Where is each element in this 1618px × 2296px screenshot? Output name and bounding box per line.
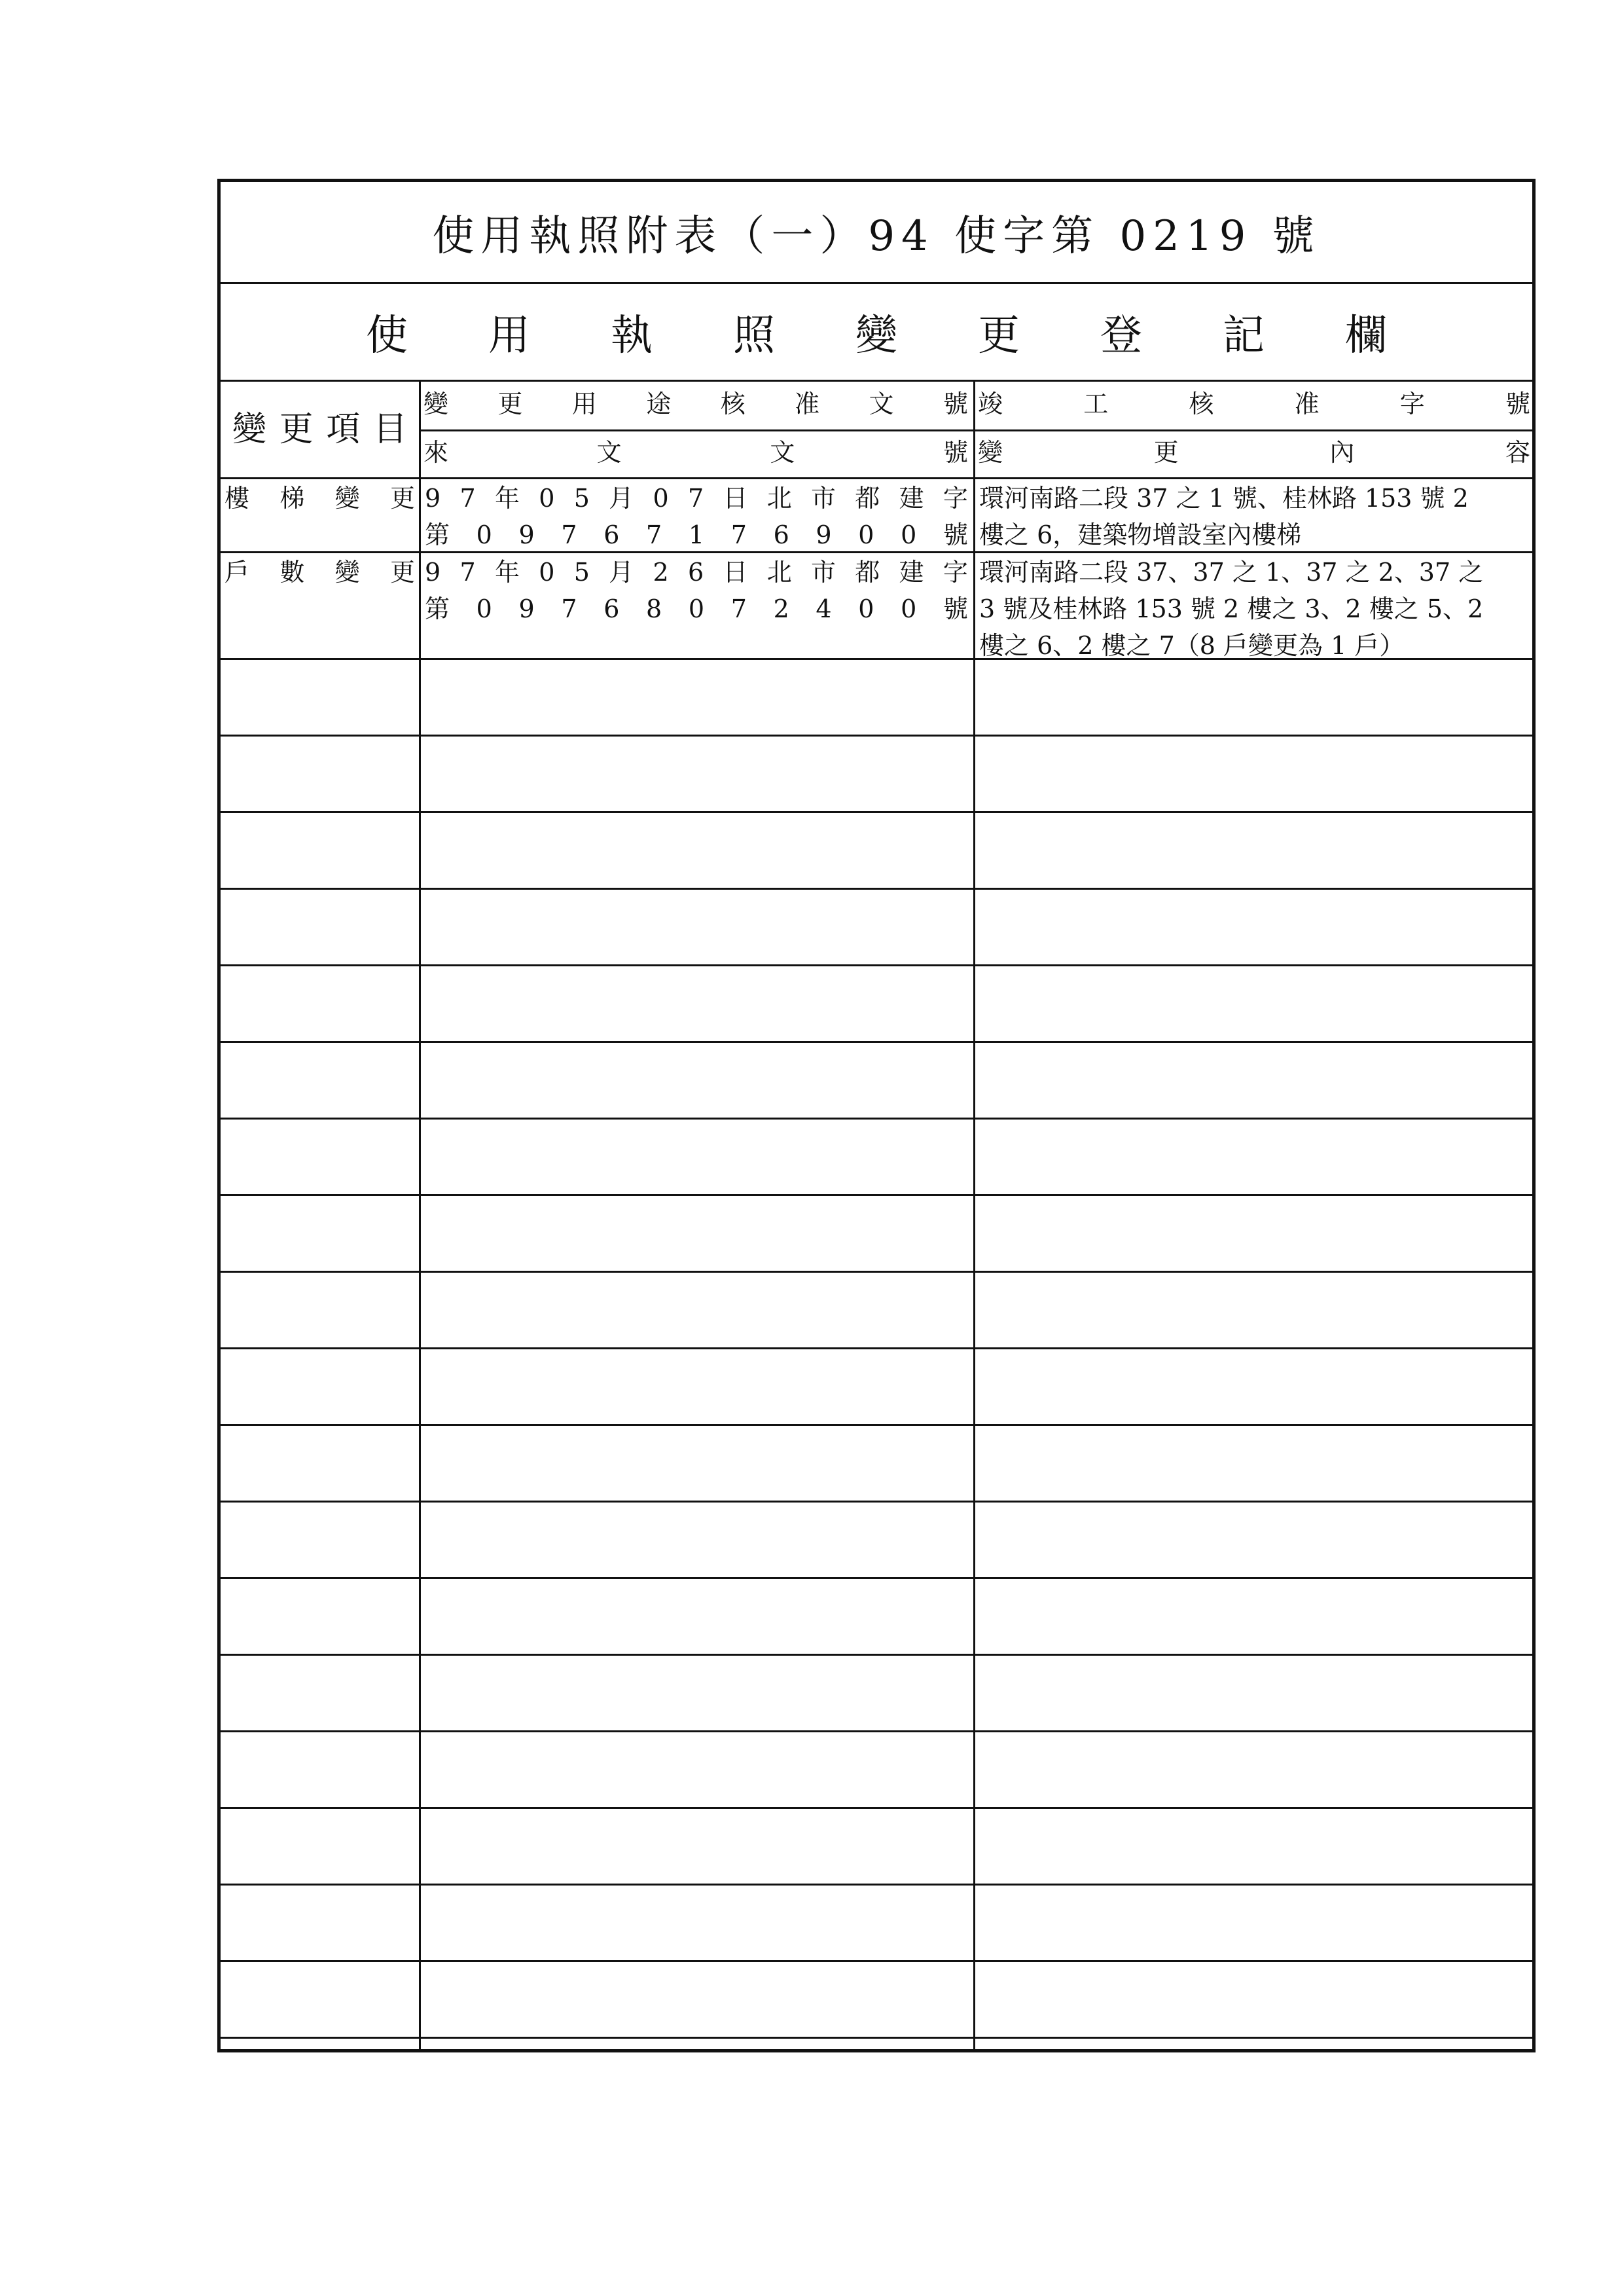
row-doc-char: 7 — [730, 594, 747, 623]
empty-row-line — [221, 1118, 1532, 1120]
row-doc-char: 2 — [773, 594, 789, 623]
row-content-line: 環河南路二段 37 之 1 號、桂林路 153 號 2 — [979, 484, 1469, 513]
row-doc-char: 0 — [858, 594, 874, 623]
form-subtitle-text — [366, 302, 1387, 362]
header-item-char: 變 — [232, 410, 267, 449]
row-item — [221, 554, 419, 591]
header-doc-char: 來 — [423, 438, 449, 467]
row-content-line: 樓之 6、2 樓之 7（8 戶變更為 1 戶） — [979, 631, 1405, 660]
row-doc-char: 6 — [603, 520, 620, 549]
header-content-char: 工 — [1083, 390, 1109, 418]
row-line — [221, 551, 1532, 553]
col-divider-1 — [419, 382, 421, 2049]
subtitle-char: 用 — [488, 312, 530, 360]
empty-row-line — [221, 1577, 1532, 1579]
row-doc-char: 月 — [609, 558, 634, 587]
row-doc-char: 7 — [646, 520, 662, 549]
header-item-char: 目 — [372, 410, 407, 449]
header-item-char: 項 — [326, 410, 361, 449]
row-doc-number — [421, 554, 972, 627]
row-doc-char: 日 — [723, 558, 748, 587]
row-item-char: 戶 — [225, 558, 250, 587]
row-content-line: 樓之 6，建築物增設室內樓梯 — [979, 520, 1302, 549]
header-doc-char: 核 — [720, 390, 746, 418]
row-doc-char: 年 — [494, 558, 520, 587]
row-line — [221, 658, 1532, 660]
row-doc-char: 9 — [425, 484, 441, 513]
row-doc-char: 7 — [561, 594, 577, 623]
row-doc-char: 4 — [816, 594, 832, 623]
row-doc-char: 年 — [494, 484, 520, 513]
header-content-char: 號 — [1505, 390, 1530, 418]
header-content-char: 變 — [978, 438, 1003, 467]
empty-row-line — [221, 1501, 1532, 1503]
header-item-char: 更 — [279, 410, 314, 449]
row-doc-char: 建 — [899, 558, 924, 587]
row-item-char: 樓 — [225, 484, 250, 513]
empty-row-line — [221, 1041, 1532, 1043]
row-doc-char: 北 — [766, 558, 792, 587]
row-doc-char: 6 — [687, 558, 704, 587]
change-table — [221, 382, 1532, 2049]
row-doc-char: 2 — [653, 558, 669, 587]
empty-row-line — [221, 811, 1532, 813]
empty-row-line — [221, 1194, 1532, 1196]
empty-row-line — [221, 964, 1532, 966]
row-content — [975, 554, 1533, 664]
row-doc-char: 建 — [899, 484, 924, 513]
header-doc-top — [421, 386, 971, 425]
header-bottom-line — [221, 477, 1532, 479]
empty-row-line — [221, 1424, 1532, 1426]
row-doc-char: 6 — [603, 594, 620, 623]
row-doc-char: 6 — [773, 520, 789, 549]
header-doc-bottom — [421, 434, 971, 473]
subtitle-char: 記 — [1223, 312, 1265, 360]
row-doc-char: 字 — [943, 484, 968, 513]
row-content-line: 環河南路二段 37、37 之 1、37 之 2、37 之 — [979, 558, 1484, 587]
row-doc-char: 日 — [723, 484, 748, 513]
header-doc-char: 號 — [943, 390, 968, 418]
row-doc-char: 0 — [476, 520, 492, 549]
row-doc-char: 0 — [653, 484, 669, 513]
empty-row-line — [221, 1271, 1532, 1273]
empty-row-line — [221, 1884, 1532, 1886]
row-doc-char: 5 — [573, 558, 590, 587]
row-doc-char: 市 — [811, 484, 836, 513]
row-item-char: 數 — [279, 558, 305, 587]
row-item-char: 更 — [389, 484, 415, 513]
subtitle-char: 變 — [855, 312, 897, 360]
row-doc-char: 第 — [425, 594, 450, 623]
header-content-char: 准 — [1294, 390, 1320, 418]
subtitle-char: 欄 — [1345, 312, 1387, 360]
header-split — [421, 429, 1534, 431]
header-doc-char: 准 — [795, 390, 820, 418]
subtitle-char: 登 — [1100, 312, 1142, 360]
row-doc-char: 7 — [561, 520, 577, 549]
row-doc-char: 號 — [943, 520, 968, 549]
row-item-char: 變 — [334, 558, 360, 587]
row-doc-char: 9 — [518, 594, 535, 623]
empty-row-line — [221, 888, 1532, 890]
empty-row-line — [221, 735, 1532, 737]
header-content-char: 內 — [1329, 438, 1355, 467]
row-content — [975, 480, 1533, 553]
row-doc-char: 號 — [943, 594, 968, 623]
header-doc-char: 變 — [423, 390, 449, 418]
row-doc-char: 0 — [539, 484, 555, 513]
empty-row-line — [221, 1730, 1532, 1732]
form-subtitle — [221, 284, 1532, 382]
empty-row-line — [221, 1654, 1532, 1656]
row-doc-char: 1 — [688, 520, 705, 549]
row-doc-char: 0 — [901, 520, 917, 549]
row-doc-char: 市 — [811, 558, 836, 587]
header-doc-char: 途 — [646, 390, 672, 418]
header-content-char: 字 — [1399, 390, 1425, 418]
row-doc-char: 字 — [943, 558, 968, 587]
row-item-char: 變 — [334, 484, 360, 513]
row-doc-char: 月 — [609, 484, 634, 513]
row-doc-char: 0 — [539, 558, 555, 587]
subtitle-char: 照 — [733, 312, 775, 360]
header-doc-char: 用 — [571, 390, 597, 418]
row-doc-char: 9 — [425, 558, 441, 587]
header-item — [221, 382, 419, 477]
subtitle-char: 更 — [978, 312, 1020, 360]
row-doc-char: 都 — [855, 484, 880, 513]
header-doc-char: 更 — [497, 390, 523, 418]
row-item-char: 更 — [389, 558, 415, 587]
row-doc-char: 都 — [855, 558, 880, 587]
empty-row-line — [221, 1347, 1532, 1349]
row-doc-char: 8 — [646, 594, 662, 623]
row-doc-number — [421, 480, 972, 553]
row-doc-char: 0 — [688, 594, 705, 623]
empty-row-line — [221, 1960, 1532, 1962]
row-doc-char: 0 — [901, 594, 917, 623]
form-frame — [217, 179, 1536, 2052]
row-doc-char: 9 — [816, 520, 832, 549]
row-doc-char: 9 — [518, 520, 535, 549]
row-item-char: 梯 — [279, 484, 305, 513]
row-doc-char: 7 — [730, 520, 747, 549]
row-doc-char: 0 — [476, 594, 492, 623]
row-doc-char: 0 — [858, 520, 874, 549]
row-doc-char: 7 — [459, 484, 476, 513]
header-content-char: 更 — [1153, 438, 1179, 467]
row-doc-char: 7 — [459, 558, 476, 587]
header-content-char: 核 — [1189, 390, 1214, 418]
row-doc-char: 第 — [425, 520, 450, 549]
subtitle-char: 執 — [611, 312, 653, 360]
row-doc-char: 北 — [766, 484, 792, 513]
empty-row-line — [221, 1807, 1532, 1809]
header-content-top — [975, 386, 1533, 425]
header-content-char: 容 — [1505, 438, 1530, 467]
header-content-char: 竣 — [978, 390, 1003, 418]
header-doc-char: 文 — [596, 438, 622, 467]
empty-row-line — [221, 2037, 1532, 2039]
header-doc-char: 文 — [770, 438, 795, 467]
header-doc-char: 文 — [869, 390, 894, 418]
row-doc-char: 7 — [687, 484, 704, 513]
form-title — [221, 182, 1532, 284]
form-title-text: 使用執照附表（一）94 使字第 0219 號 — [432, 211, 1321, 261]
row-doc-char: 5 — [573, 484, 590, 513]
row-item — [221, 480, 419, 517]
header-doc-char: 號 — [943, 438, 968, 467]
header-content-bottom — [975, 434, 1533, 473]
row-content-line: 3 號及桂林路 153 號 2 樓之 3、2 樓之 5、2 — [979, 594, 1484, 623]
subtitle-char: 使 — [366, 312, 408, 360]
